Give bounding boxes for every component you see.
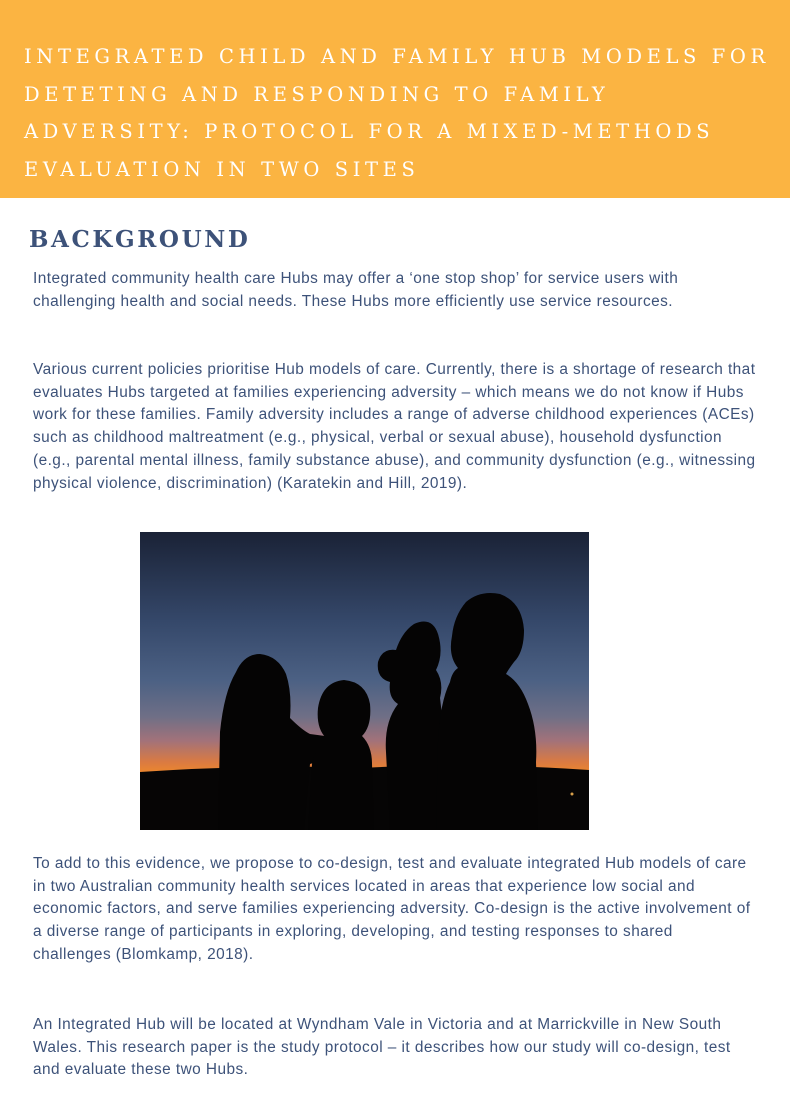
paragraph-intro: Integrated community health care Hubs may offer a ‘one stop shop’ for service users with challenging health and social needs. These Hubs more efficiently use service resources. xyxy=(33,270,679,310)
document-title: INTEGRATED CHILD AND FAMILY HUB MODELS FOR DETETING AND RESPONDING TO FAMILY ADVERSITY: PROTOCOL FOR A MIXED-METHODS EVALUATION IN TWO SITES xyxy=(24,45,770,181)
family-silhouette-photo xyxy=(140,532,589,830)
paragraph-locations: An Integrated Hub will be located at Wyndham Vale in Victoria and at Marrickville in New South Wales. This research paper is the study protocol – it describes how our study will co-design, test and evaluate these two Hubs. xyxy=(33,1016,731,1079)
title-banner xyxy=(0,0,790,198)
paragraph-policies: Various current policies prioritise Hub models of care. Currently, there is a shortage of research that evaluates Hubs targeted at families experiencing adversity – which means we do not know if Hubs work for these families. Family adversity includes a range of adverse childhood experiences (ACEs) such as childhood maltreatment (e.g., physical, verbal or sexual abuse), household dysfunction (e.g., parental mental illness, family substance abuse), and community dysfunction (e.g., witnessing physical violence, discrimination) (Karatekin and Hill, 2019). xyxy=(33,361,756,492)
paragraph-proposal: To add to this evidence, we propose to co-design, test and evaluate integrated Hub models of care in two Australian community health services located in areas that experience low social and economic factors, and serve families experiencing adversity. Co-design is the active involvement of a diverse range of participants in exploring, developing, and testing responses to shared challenges (Blomkamp, 2018). xyxy=(33,855,751,963)
section-heading-background: BACKGROUND xyxy=(29,226,251,253)
